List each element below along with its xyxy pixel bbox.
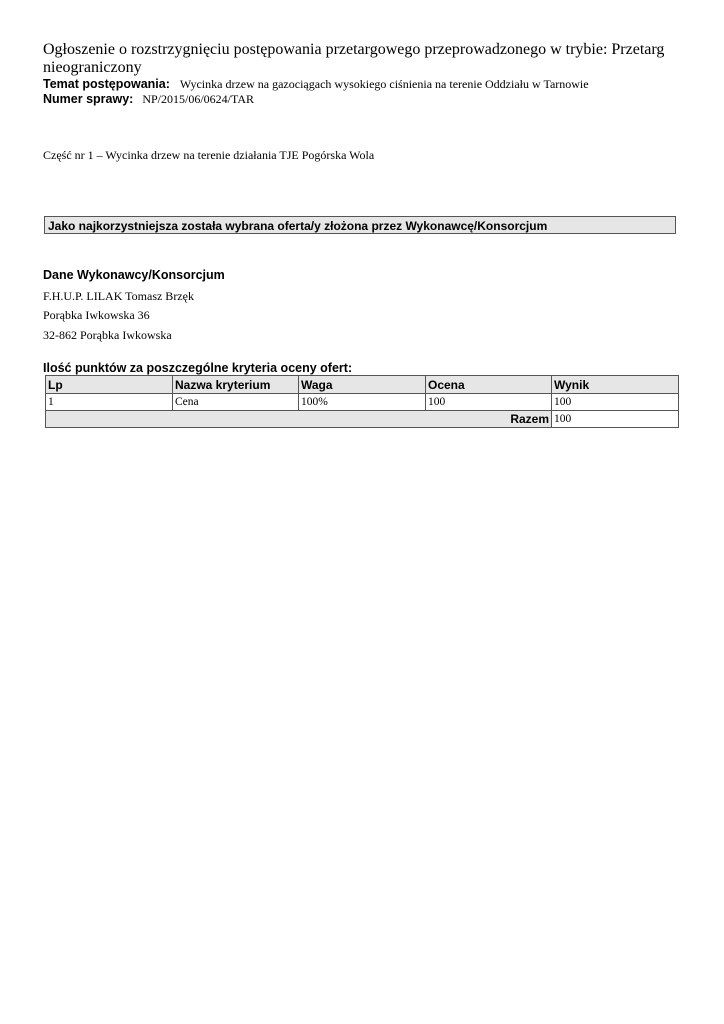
- contractor-street: Porąbka Iwkowska 36: [43, 308, 150, 322]
- subject-value: Wycinka drzew na gazociągach wysokiego ciśnienia na terenie Oddziału w Tarnowie: [179, 77, 589, 91]
- page-title: Ogłoszenie o rozstrzygnięciu postępowania przetargowego przeprowadzonego w trybie: Przetarg nieograniczony: [43, 41, 665, 76]
- subject-row: [43, 77, 589, 91]
- case-number-label: Numer sprawy:: [43, 92, 134, 106]
- contractor-city: 32-862 Porąbka Iwkowska: [43, 328, 172, 342]
- criteria-heading: Ilość punktów za poszczególne kryteria oceny ofert:: [43, 361, 353, 375]
- subject-label: Temat postępowania:: [43, 77, 170, 91]
- criteria-header-row: [46, 376, 679, 394]
- total-row: [46, 411, 679, 428]
- column-header-name: Nazwa kryterium: [173, 376, 299, 394]
- cell-result: 100: [552, 394, 679, 411]
- cell-weight: 100%: [299, 394, 426, 411]
- column-header-lp: Lp: [46, 376, 173, 394]
- contractor-heading: Dane Wykonawcy/Konsorcjum: [43, 268, 225, 282]
- cell-lp: 1: [46, 394, 173, 411]
- part-description: Część nr 1 – Wycinka drzew na terenie działania TJE Pogórska Wola: [43, 148, 375, 162]
- total-value: 100: [552, 411, 679, 428]
- column-header-result: Wynik: [552, 376, 679, 394]
- total-label: Razem: [46, 411, 552, 428]
- cell-score: 100: [426, 394, 552, 411]
- contractor-name: F.H.U.P. LILAK Tomasz Brzęk: [43, 289, 194, 303]
- column-header-weight: Waga: [299, 376, 426, 394]
- cell-criterion-name: Cena: [173, 394, 299, 411]
- criteria-table: [45, 375, 679, 428]
- chosen-offer-heading: Jako najkorzystniejsza została wybrana oferta/y złożona przez Wykonawcę/Konsorcjum: [44, 216, 676, 234]
- table-row: [46, 394, 679, 411]
- case-number-value: NP/2015/06/0624/TAR: [142, 92, 255, 106]
- column-header-score: Ocena: [426, 376, 552, 394]
- case-number-row: [43, 92, 254, 106]
